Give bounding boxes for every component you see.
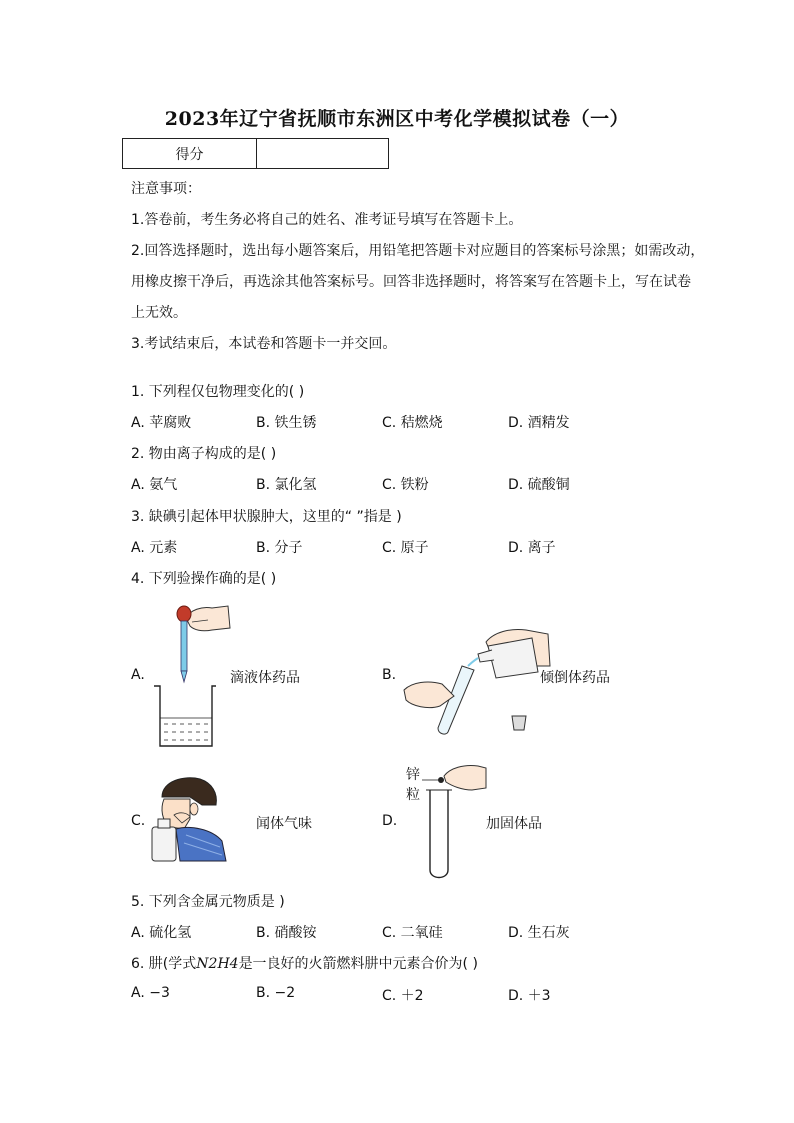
score-label: 得分 [123, 139, 257, 169]
zinc-label-top: 锌 [406, 767, 420, 783]
q6-option-c: C. ＋2 [382, 988, 424, 1004]
score-box [122, 138, 389, 169]
notice-line-4: 上无效。 [131, 305, 187, 321]
zinc-test-tube-illustration [420, 760, 490, 882]
q1-option-c: C. 秸燃烧 [382, 415, 443, 431]
q2-option-a: A. 氨气 [131, 477, 178, 493]
q2-option-b: B. 氯化氢 [256, 477, 317, 493]
notice-line-2: 2.回答选择题时，选出每小题答案后，用铅笔把答题卡对应题目的答案标号涂黑；如需改动， [131, 243, 705, 259]
q6-option-d: D. ＋3 [508, 988, 551, 1004]
smelling-gas-illustration [150, 775, 230, 865]
question-1-stem: 1. 下列程仅包物理变化的( ) [131, 384, 305, 400]
q4-option-d-letter: D. [382, 813, 398, 829]
q6-stem-prefix: 6. 肼(学式 [131, 956, 197, 972]
q3-option-d: D. 离子 [508, 540, 556, 556]
q4-option-c-letter: C. [131, 813, 146, 829]
question-3-stem: 3. 缺碘引起体甲状腺肿大，这里的“ ”指是 ) [131, 509, 402, 525]
q4-option-b-caption: 倾倒体药品 [540, 670, 610, 686]
zinc-label-bottom: 粒 [406, 787, 420, 803]
notice-heading: 注意事项： [131, 181, 201, 197]
pouring-liquid-illustration [402, 626, 552, 738]
dropper-beaker-illustration [150, 600, 230, 750]
question-6-stem [131, 953, 478, 973]
q6-option-b: B. −2 [256, 985, 296, 1001]
notice-line-1: 1.答卷前，考生务必将自己的姓名、准考证号填写在答题卡上。 [131, 212, 523, 228]
q4-option-a-letter: A. [131, 667, 145, 683]
q4-option-b-letter: B. [382, 667, 397, 683]
q3-option-b: B. 分子 [256, 540, 303, 556]
q1-option-b: B. 铁生锈 [256, 415, 317, 431]
q2-option-c: C. 铁粉 [382, 477, 429, 493]
notice-line-5: 3.考试结束后，本试卷和答题卡一并交回。 [131, 336, 397, 352]
q6-stem-suffix: 是一良好的火箭燃料肼中元素合价为( ) [238, 956, 478, 972]
q1-option-d: D. 酒精发 [508, 415, 570, 431]
q3-option-a: A. 元素 [131, 540, 178, 556]
notice-line-3: 用橡皮擦干净后，再选涂其他答案标号。回答非选择题时，将答案写在答题卡上，写在试卷 [131, 274, 691, 290]
q3-option-c: C. 原子 [382, 540, 429, 556]
q4-option-a-caption: 滴液体药品 [230, 670, 300, 686]
q2-option-d: D. 硫酸铜 [508, 477, 570, 493]
q5-option-c: C. 二氧硅 [382, 925, 443, 941]
q4-option-d-caption: 加固体品 [486, 816, 542, 832]
question-5-stem: 5. 下列含金属元物质是 ) [131, 894, 285, 910]
q6-formula: N2H4 [196, 956, 239, 972]
question-4-stem: 4. 下列验操作确的是( ) [131, 571, 277, 587]
question-2-stem: 2. 物由离子构成的是( ) [131, 446, 277, 462]
q6-option-a: A. −3 [131, 985, 170, 1001]
q5-option-b: B. 硝酸铵 [256, 925, 317, 941]
q4-option-c-caption: 闻体气味 [256, 816, 312, 832]
score-value [257, 139, 389, 169]
q1-option-a: A. 苹腐败 [131, 415, 192, 431]
q5-option-a: A. 硫化氢 [131, 925, 192, 941]
page-title: 2023年辽宁省抚顺市东洲区中考化学模拟试卷（一） [164, 108, 630, 130]
q5-option-d: D. 生石灰 [508, 925, 570, 941]
